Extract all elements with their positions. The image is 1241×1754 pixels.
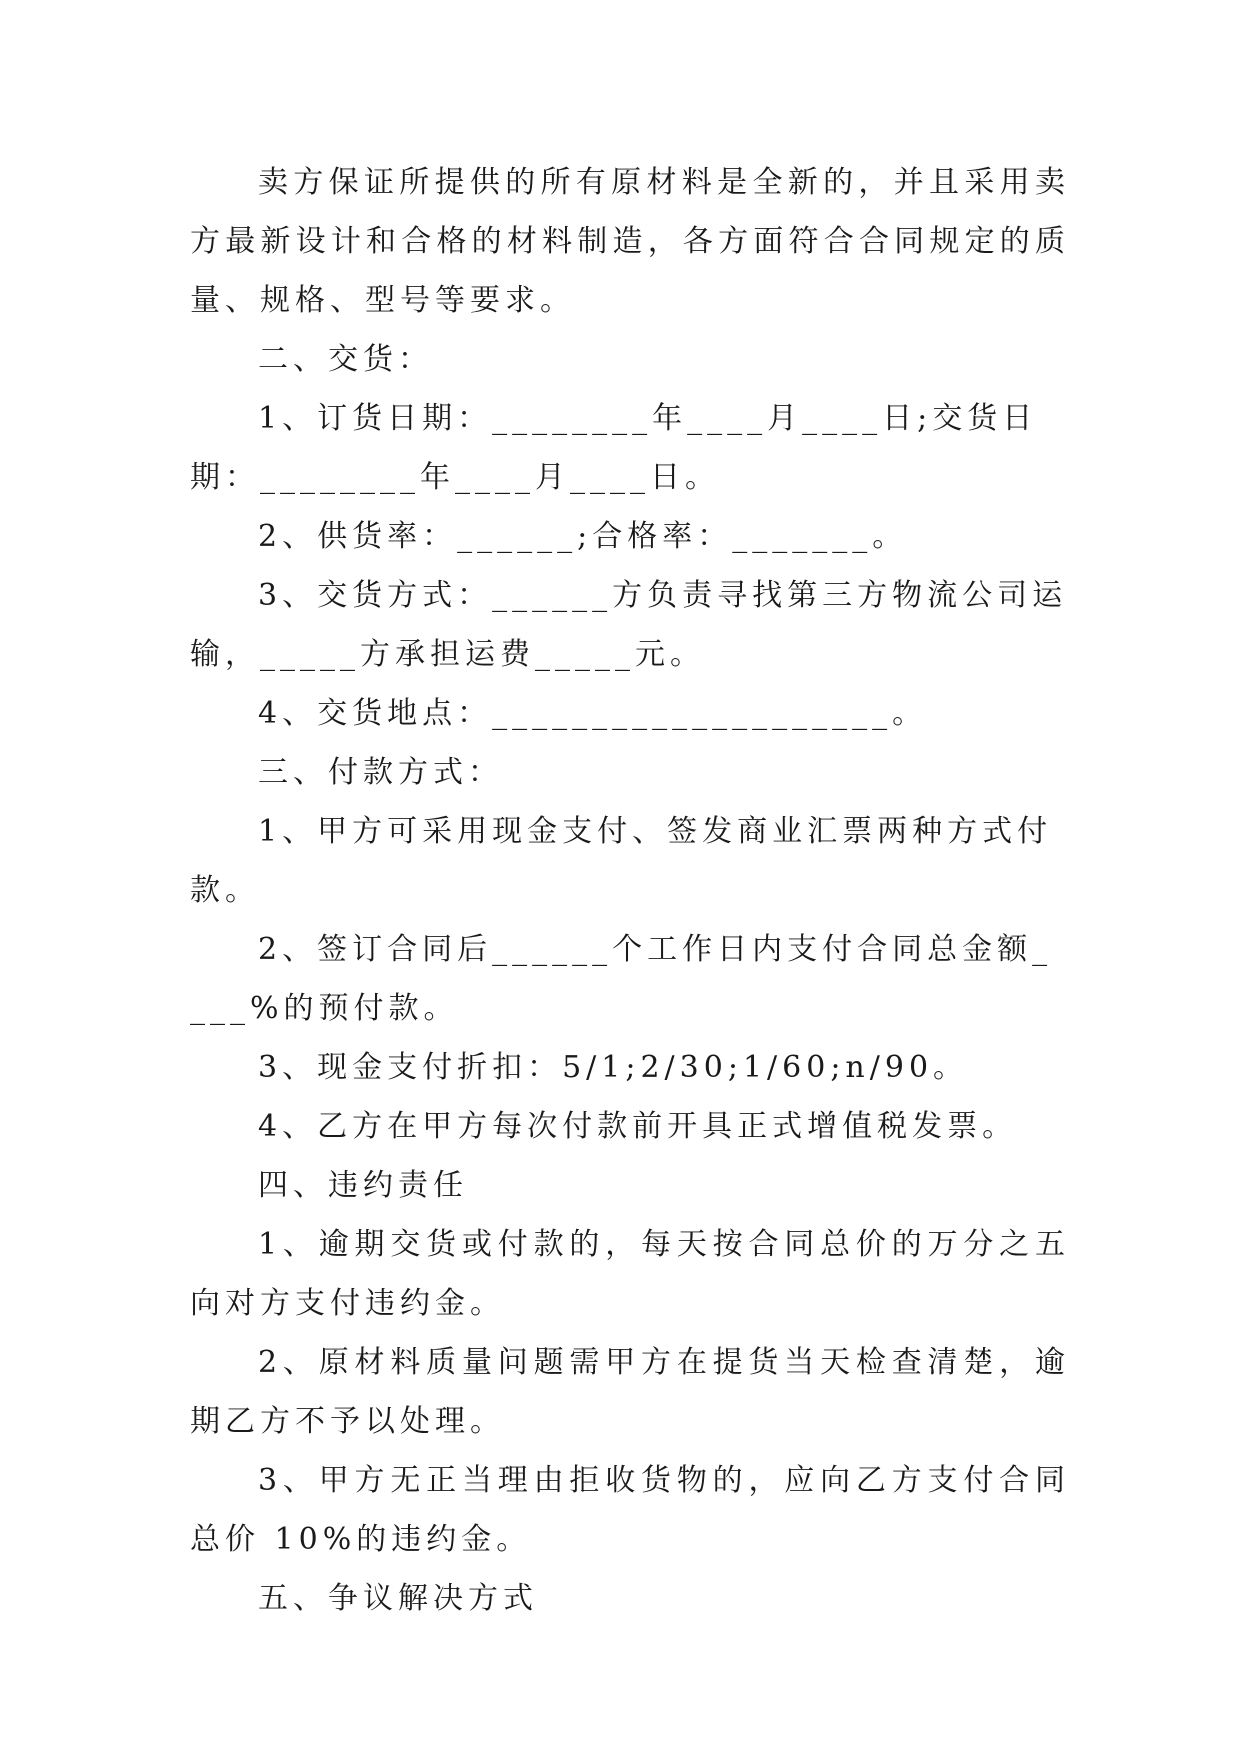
heading-payment: 三、付款方式： [258,755,503,790]
paragraph-quality-check: 2、原材料质量问题需甲方在提货当天检查清楚，逾期乙方不予以处理。 [190,1345,1070,1439]
paragraph-invoice: 4、乙方在甲方每次付款前开具正式增值税发票。 [258,1109,1018,1144]
heading-dispute-resolution: 五、争议解决方式 [258,1581,538,1616]
paragraph-delivery-method: 3、交货方式：______方负责寻找第三方物流公司运输，_____方承担运费_____元。 [190,578,1068,672]
paragraph-cash-discount: 3、现金支付折扣：5/1;2/30;1/60;n/90。 [258,1050,969,1085]
paragraph-order-date: 1、订货日期：________年____月____日;交货日期：________年____月____日。 [190,401,1038,495]
document-body [190,153,1070,1628]
heading-delivery: 二、交货： [258,342,433,377]
paragraph-rejection-penalty: 3、甲方无正当理由拒收货物的，应向乙方支付合同总价 10%的违约金。 [190,1463,1070,1557]
heading-liability: 四、违约责任 [258,1168,468,1203]
paragraph-delivery-location: 4、交货地点：____________________。 [258,696,928,731]
paragraph-seller-guarantee: 卖方保证所提供的所有原材料是全新的，并且采用卖方最新设计和合格的材料制造，各方面符合合同规定的质量、规格、型号等要求。 [190,165,1070,318]
paragraph-supply-rate: 2、供货率：______;合格率：_______。 [258,519,908,554]
paragraph-payment-methods: 1、甲方可采用现金支付、签发商业汇票两种方式付款。 [190,814,1053,908]
paragraph-late-penalty: 1、逾期交货或付款的，每天按合同总价的万分之五向对方支付违约金。 [190,1227,1070,1321]
paragraph-prepayment: 2、签订合同后______个工作日内支付合同总金额____%的预付款。 [190,932,1053,1026]
